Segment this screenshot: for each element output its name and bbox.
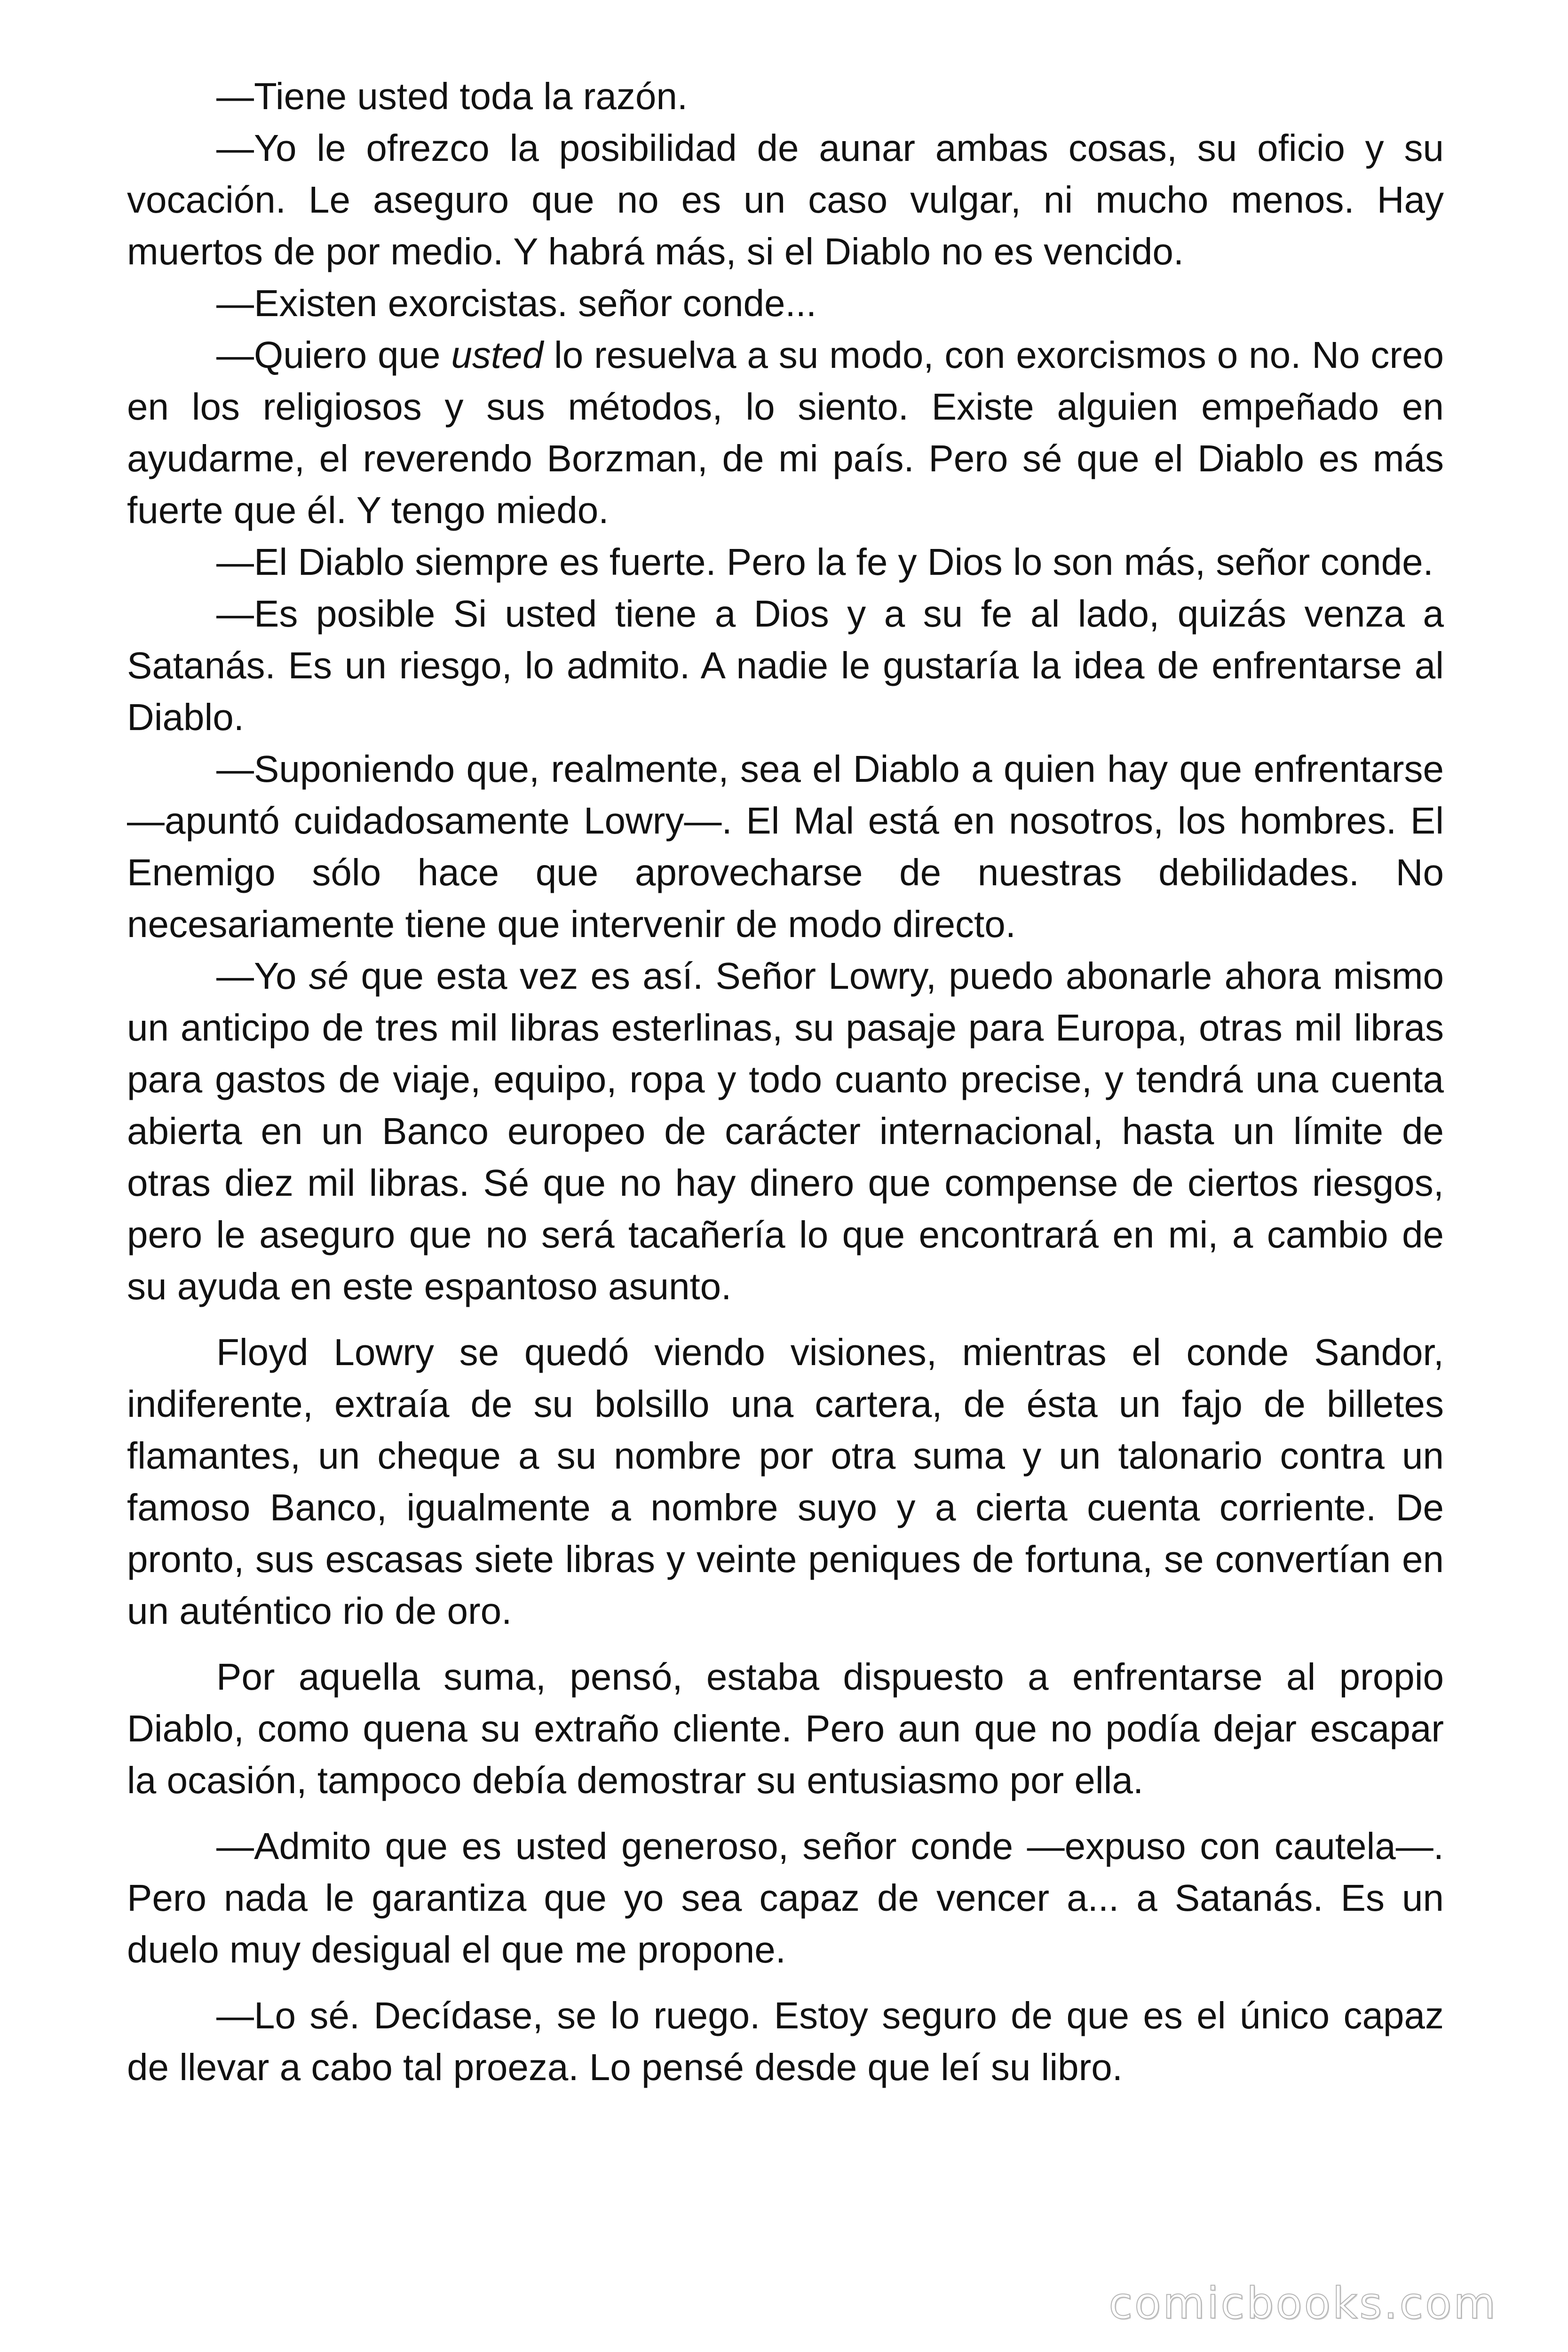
watermark-logo: comicbooks.com (1109, 2278, 1497, 2328)
paragraph-3: —Existen exorcistas. señor conde... (216, 282, 817, 324)
emphasis-usted: usted (451, 334, 544, 376)
paragraph-11: —Admito que es usted generoso, señor conde —expuso con cautela—. Pero nada le garantiza que yo sea capaz de vencer a... a Satanás. Es un duelo muy desigual el que me propone. (127, 1825, 1444, 1971)
paragraph-10: Por aquella suma, pensó, estaba dispuesto a enfrentarse al propio Diablo, como quena su extraño cliente. Pero aun que no podía dejar escapar la ocasión, tampoco debía demostrar su entusiasmo por ella. (127, 1656, 1444, 1801)
paragraph-6: —Es posible Si usted tiene a Dios y a su fe al lado, quizás venza a Satanás. Es un riesgo, lo admito. A nadie le gustaría la idea de enfrentarse al Diablo. (127, 593, 1444, 738)
page-text (127, 71, 1444, 2093)
paragraph-2: —Yo le ofrezco la posibilidad de aunar ambas cosas, su oficio y su vocación. Le aseguro que no es un caso vulgar, ni mucho menos. Hay muertos de por medio. Y habrá más, si el Diablo no es vencido. (127, 127, 1444, 272)
paragraph-4: —Quiero que usted lo resuelva a su modo, con exorcismos o no. No creo en los religiosos y sus métodos, lo siento. Existe alguien empeñado en ayudarme, el reverendo Borzman, de mi país. Pero sé que el Diablo es más fuerte que él. Y tengo miedo. (127, 334, 1444, 531)
paragraph-5: —El Diablo siempre es fuerte. Pero la fe y Dios lo son más, señor conde. (216, 541, 1433, 583)
paragraph-9: Floyd Lowry se quedó viendo visiones, mientras el conde Sandor, indiferente, extraía de su bolsillo una cartera, de ésta un fajo de billetes flamantes, un cheque a su nombre por otra suma y un talonario contra un famoso Banco, igualmente a nombre suyo y a cierta cuenta corriente. De pronto, sus escasas siete libras y veinte peniques de fortuna, se convertían en un auténtico rio de oro. (127, 1331, 1444, 1632)
emphasis-se: sé (309, 955, 349, 997)
paragraph-8: —Yo sé que esta vez es así. Señor Lowry, puedo abonarle ahora mismo un anticipo de tres mil libras esterlinas, su pasaje para Europa, otras mil libras para gastos de viaje, equipo, ropa y todo cuanto precise, y tendrá una cuenta abierta en un Banco europeo de carácter internacional, hasta un límite de otras diez mil libras. Sé que no hay dinero que compense de ciertos riesgos, pero le aseguro que no será tacañería lo que encontrará en mi, a cambio de su ayuda en este espantoso asunto. (127, 955, 1444, 1307)
paragraph-12: —Lo sé. Decídase, se lo ruego. Estoy seguro de que es el único capaz de llevar a cabo tal proeza. Lo pensé desde que leí su libro. (127, 1994, 1444, 2088)
paragraph-1: —Tiene usted toda la razón. (216, 75, 688, 117)
paragraph-7: —Suponiendo que, realmente, sea el Diablo a quien hay que enfrentarse —apuntó cuidadosamente Lowry—. El Mal está en nosotros, los hombres. El Enemigo sólo hace que aprovecharse de nuestras debilidades. No necesariamente tiene que intervenir de modo directo. (127, 748, 1444, 945)
